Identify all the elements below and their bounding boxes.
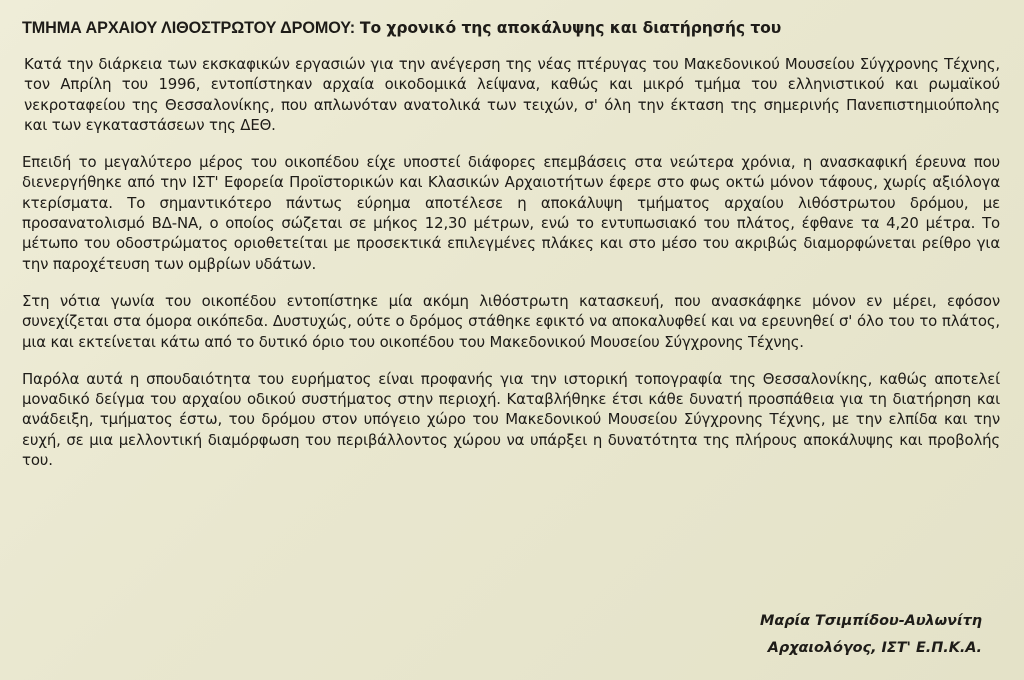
signature-block — [760, 608, 982, 662]
paragraph-4: Παρόλα αυτά η σπουδαιότητα του ευρήματος είναι προφανής για την ιστορική τοπογραφία της Θεσσαλονίκης, καθώς αποτελεί μοναδικό δείγμα του αρχαίου οδικού συστήματος στην περιοχή. Καταβλήθηκε έτσι κάθε δυνατή προσπάθεια για τη διατήρηση και ανάδειξη, τμήματος έστω, του δρόμου στον υπόγειο χώρο του Μακεδονικού Μουσείου Σύγχρονης Τέχνης, με την ελπίδα και την ευχή, σε μια μελλοντική διαμόρφωση του περιβάλλοντος χώρου να υπάρξει η δυνατότητα της πλήρους αποκάλυψης και προβολής του. — [22, 369, 1000, 470]
page-title — [22, 18, 1000, 38]
paragraph-1: Κατά την διάρκεια των εκσκαφικών εργασιών για την ανέγερση της νέας πτέρυγας του Μακεδονικού Μουσείου Σύγχρονης Τέχνης, τον Απρίλη του 1996, εντοπίστηκαν αρχαία οικοδομικά λείψανα, καθώς και μικρό τμήμα του ελληνιστικού και ρωμαϊκού νεκροταφείου της Θεσσαλονίκης, που απλωνόταν ανατολικά των τειχών, σ' όλη την έκταση της σημερινής Πανεπιστημιούπολης και των εγκαταστάσεων της ΔΕΘ. — [24, 55, 1000, 134]
title-strong-text: ΤΜΗΜΑ ΑΡΧΑΙΟΥ ΛΙΘΟΣΤΡΩΤΟΥ ΔΡΟΜΟΥ: — [22, 19, 356, 37]
paragraph-2: Επειδή το μεγαλύτερο μέρος του οικοπέδου είχε υποστεί διάφορες επεμβάσεις στα νεώτερα χρόνια, η ανασκαφική έρευνα που διενεργήθηκε από την ΙΣΤ' Εφορεία Προϊστορικών και Κλασικών Αρχαιοτήτων έφερε στο φως οκτώ μόνον τάφους, χωρίς αξιόλογα κτερίσματα. Το σημαντικότερο πάντως εύρημα αποτέλεσε η αποκάλυψη τμήματος αρχαίου λιθόστρωτου δρόμου, με προσανατολισμό ΒΔ-ΝΑ, ο οποίος σώζεται σε μήκος 12,30 μέτρων, ενώ το εντυπωσιακό του πλάτος, έφθανε τα 4,20 μέτρα. Το μέτωπο του οδοστρώματος οριοθετείται με προσεκτικά επιλεγμένες πλάκες και στο μέσο του ακριβώς διαμορφώνεται ρείθρο για την παροχέτευση των ομβρίων υδάτων. — [22, 153, 1000, 273]
body-text — [22, 54, 1000, 470]
title-subtitle-text: Το χρονικό της αποκάλυψης και διατήρησής του — [359, 19, 782, 37]
signature-name: Μαρία Τσιμπίδου-Αυλωνίτη — [760, 613, 982, 629]
paragraph-3: Στη νότια γωνία του οικοπέδου εντοπίστηκε μία ακόμη λιθόστρωτη κατασκευή, που ανασκάφηκε μόνον εν μέρει, εφόσον συνεχίζεται στα όμορα οικόπεδα. Δυστυχώς, ούτε ο δρόμος στάθηκε εφικτό να αποκαλυφθεί και να ερευνηθεί σ' όλο του το πλάτος, μια και εκτείνεται κάτω από το δυτικό όριο του οικοπέδου του Μακεδονικού Μουσείου Σύγχρονης Τέχνης. — [22, 291, 1000, 351]
signature-role: Αρχαιολόγος, ΙΣΤ' Ε.Π.Κ.Α. — [767, 640, 982, 656]
